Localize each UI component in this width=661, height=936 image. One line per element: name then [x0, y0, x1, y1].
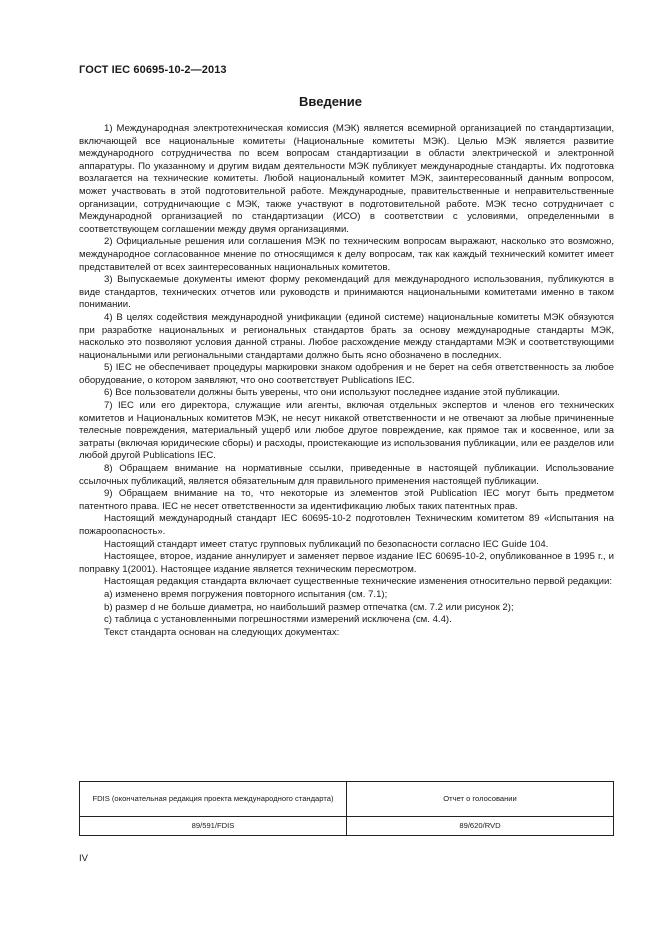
paragraph: 5) IEC не обеспечивает процедуры маркировки знаком одобрения и не берет на себя ответственность за любое оборудование, о котором заявляют, что оно соответствует Publications IEC.: [79, 362, 614, 386]
voting-table-container: [79, 781, 614, 836]
table-row: [80, 817, 614, 836]
section-title: Введение: [299, 94, 362, 109]
introduction-body: [79, 123, 614, 639]
paragraph: 3) Выпускаемые документы имеют форму рекомендаций для международного использования, публикуются в виде стандартов, технических отчетов или руководств и принимаются национальными комитетами именно в таком понимании.: [79, 274, 614, 311]
list-item: a) изменено время погружения повторного испытания (см. 7.1);: [104, 588, 388, 600]
paragraph: Настоящий международный стандарт IEC 60695-10-2 подготовлен Техническим комитетом 89 «Испытания на пожароопасность».: [79, 513, 614, 537]
paragraph: Настоящая редакция стандарта включает существенные технические изменения относительно первой редакции:: [104, 576, 613, 588]
page-number: IV: [79, 853, 88, 864]
paragraph: 7) IEC или его директора, служащие или агенты, включая отдельных экспертов и членов его технических комитетов и Национальных комитетов МЭК, не несут никакой ответственности и не отвечают за любые причиненные телесные повреждения, материальный ущерб или любое другое повреждение, как прямое так и косвенное, или за затраты (включая юридические сборы) и расходы, проистекающие из использования публикации, или ее разделов или любой другой Publications IEC.: [79, 400, 614, 462]
list-item: b) размер d не больше диаметра, но наибольший размер отпечатка (см. 7.2 или рисунок 2);: [104, 601, 514, 613]
paragraph: Текст стандарта основан на следующих документах:: [104, 626, 340, 638]
voting-table: [79, 781, 614, 836]
paragraph: 4) В целях содействия международной унификации (единой системе) национальные комитеты МЭК обязуются при разработке национальных и региональных стандартов брать за основу международные стандарты МЭК, насколько это позволяют условия данной страны. Любое расхождение между стандартами МЭК и соответствующими национальными или региональными стандартами должно быть ясно обозначено в последних.: [79, 311, 614, 361]
paragraph: 2) Официальные решения или соглашения МЭК по техническим вопросам выражают, насколько это возможно, международное согласованное мнение по относящимся к делу вопросам, так как каждый технический комитет имеет представителей от всех заинтересованных национальных комитетов.: [79, 236, 614, 273]
paragraph: 9) Обращаем внимание на то, что некоторые из элементов этой Publication IEC могут быть предметом патентного права. IEC не несет ответственности за идентификацию любых таких патентных прав.: [79, 488, 614, 512]
paragraph: 8) Обращаем внимание на нормативные ссылки, приведенные в настоящей публикации. Использование ссылочных публикаций, является обязательным для правильного применения настоящей публикации.: [79, 463, 614, 487]
paragraph: 6) Все пользователи должны быть уверены, что они используют последнее издание этой публикации.: [104, 387, 560, 399]
table-header-cell: Отчет о голосовании: [347, 782, 614, 817]
standard-identifier: ГОСТ IEC 60695-10-2—2013: [79, 64, 227, 76]
table-header-cell: FDIS (окончательная редакция проекта международного стандарта): [80, 782, 347, 817]
list-item: c) таблица с установленными погрешностями измерений исключена (см. 4.4).: [104, 614, 452, 626]
table-header-row: [80, 782, 614, 817]
paragraph: Настоящее, второе, издание аннулирует и заменяет первое издание IEC 60695-10-2, опубликованное в 1995 г., и поправку 1(2001). Настоящее издание является техническим пересмотром.: [79, 551, 614, 575]
paragraph: Настоящий стандарт имеет статус групповых публикаций по безопасности согласно IEC Guide 104.: [104, 538, 549, 550]
table-cell: 89/620/RVD: [347, 817, 614, 836]
paragraph: 1) Международная электротехническая комиссия (МЭК) является всемирной организацией по стандартизации, включающей все национальные комитеты (Национальные комитеты МЭК). Целью МЭК является развитие международного сотрудничества по всем вопросам стандартизации в области электрической и электронной аппаратуры. По указанному и другим видам деятельности МЭК публикует международные стандарты. Их подготовка возлагается на технические комитеты. Любой национальный комитет МЭК, заинтересованный данным вопросом, может участвовать в этой подготовительной работе. Международные, правительственные и неправительственные организации, сотрудничающие с МЭК, также участвуют в подготовительной работе. МЭК тесно сотрудничает с Международной организацией по стандартизации (ИСО) в соответствии с условиями, определенными в соответствующем соглашении между двумя организациями.: [79, 123, 614, 235]
table-cell: 89/591/FDIS: [80, 817, 347, 836]
